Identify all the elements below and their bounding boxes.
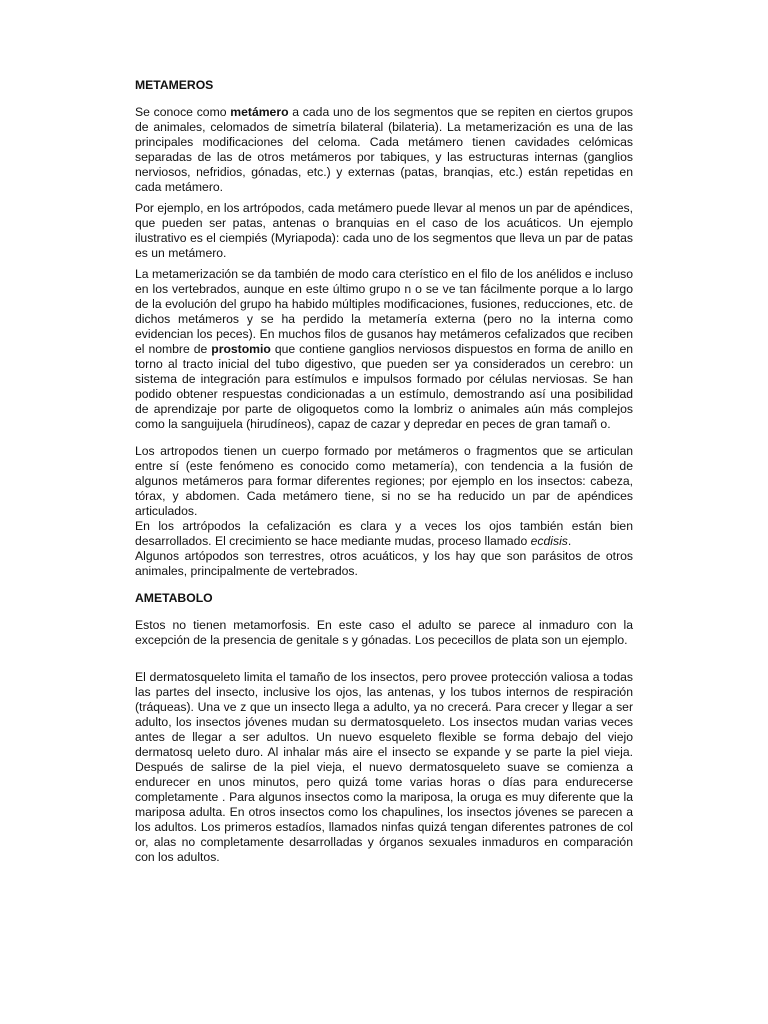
paragraph-habitats: Algunos artópodos son terrestres, otros acuáticos, y los hay que son parásitos de otros animales, principalmente de vertebrados. <box>135 549 633 578</box>
bold-term-metamero: metámero <box>230 105 289 119</box>
paragraph-arthropod-example: Por ejemplo, en los artrópodos, cada metámero puede llevar al menos un par de apéndices, que pueden ser patas, antenas o branquias en el caso de los acuáticos. Un ejemplo ilustrativo es el ciempiés (Myriapoda): cada uno de los segmentos que lleva un par de patas es un metámero. <box>135 201 633 260</box>
paragraph-text: En los artrópodos la cefalización es clara y a veces los ojos también están bien desarrollados. El crecimiento se hace mediante mudas, proceso llamado <box>135 519 633 548</box>
paragraph-text: a cada uno de los segmentos que se repiten en ciertos grupos de animales, celomados de simetría bilateral (bilateria). La metamerización es una de las principales modificaciones del celoma. Cada metámero tienen cavidades celómicas separadas de las de otros metámeros por tabiques, y las estructuras internas (ganglios nerviosos, nefridios, gónadas, etc.) y externas (patas, branqias, etc.) están repetidas en cada metámero. <box>135 105 633 194</box>
section-heading-metameros: METAMEROS <box>135 78 214 92</box>
paragraph-text: La metamerización se da también de modo cara cterístico en el filo de los anélidos e incluso en los vertebrados, aunque en este último grupo n o se ve tan fácilmente porque a lo largo de la evolución del grupo ha habido múltiples modificaciones, fusiones, reducciones, etc. de dichos metámeros y se ha perdido la metamería externa (pero no la interna como evidencian los peces). En muchos filos de gusanos hay metámeros cefalizados que reciben el nombre de <box>135 267 633 356</box>
italic-term-ecdisis: ecdisis <box>530 534 568 548</box>
paragraph-artropodos-body: Los artropodos tienen un cuerpo formado por metámeros o fragmentos que se articulan entre sí (este fenómeno es conocido como metamería), con tendencia a la fusión de algunos metámeros para formar diferentes regiones; por ejemplo en los insectos: cabeza, tórax, y abdomen. Cada metámero tiene, si no se ha reducido un par de apéndices articulados. <box>135 444 633 518</box>
paragraph-ametabolo-definition: Estos no tienen metamorfosis. En este caso el adulto se parece al inmaduro con la excepción de la presencia de genitale s y gónadas. Los pececillos de plata son un ejemplo. <box>135 618 633 647</box>
paragraph-cefalizacion <box>135 519 633 549</box>
paragraph-metamero-definition <box>135 105 633 195</box>
bold-term-prostomio: prostomio <box>211 342 271 356</box>
paragraph-text: . <box>567 534 572 548</box>
document-page <box>135 78 633 865</box>
paragraph-text: Se conoce como <box>135 105 231 119</box>
paragraph-text: que contiene ganglios nerviosos dispuestos en forma de anillo en torno al tracto inicial del tubo digestivo, que pueden ser ya considerados un cerebro: un sistema de integración para estímulos e impulsos formado por células nerviosas. Se han podido obtener respuestas condicionadas a un estímulo, demostrando así una posibilidad de aprendizaje por parte de oligoquetos como la lombriz o animales aún más complejos como la sanguijuela (hirudíneos), capaz de cazar y depredar en peces de gran tamañ o. <box>135 342 633 431</box>
section-heading-ametabolo: AMETABOLO <box>135 591 213 605</box>
paragraph-metamerization <box>135 267 633 432</box>
paragraph-dermatosqueleto: El dermatosqueleto limita el tamaño de los insectos, pero provee protección valiosa a todas las partes del insecto, inclusive los ojos, las antenas, y los tubos internos de respiración (tráqueas). Una ve z que un insecto llega a adulto, ya no crecerá. Para crecer y llegar a ser adulto, los insectos jóvenes mudan su dermatosqueleto. Los insectos mudan varias veces antes de llegar a ser adultos. Un nuevo esqueleto flexible se forma debajo del viejo dermatosq ueleto duro. Al inhalar más aire el insecto se expande y se parte la piel vieja. Después de salirse de la piel vieja, el nuevo dermatosqueleto suave se comienza a endurecer en unos minutos, pero quizá tome varias horas o días para endurecerse completamente . Para algunos insectos como la mariposa, la oruga es muy diferente que la mariposa adulta. En otros insectos como los chapulines, los insectos jóvenes se parecen a los adultos. Los primeros estadíos, llamados ninfas quizá tengan diferentes patrones de col or, alas no completamente desarrolladas y órganos sexuales inmaduros en comparación con los adultos. <box>135 670 633 864</box>
